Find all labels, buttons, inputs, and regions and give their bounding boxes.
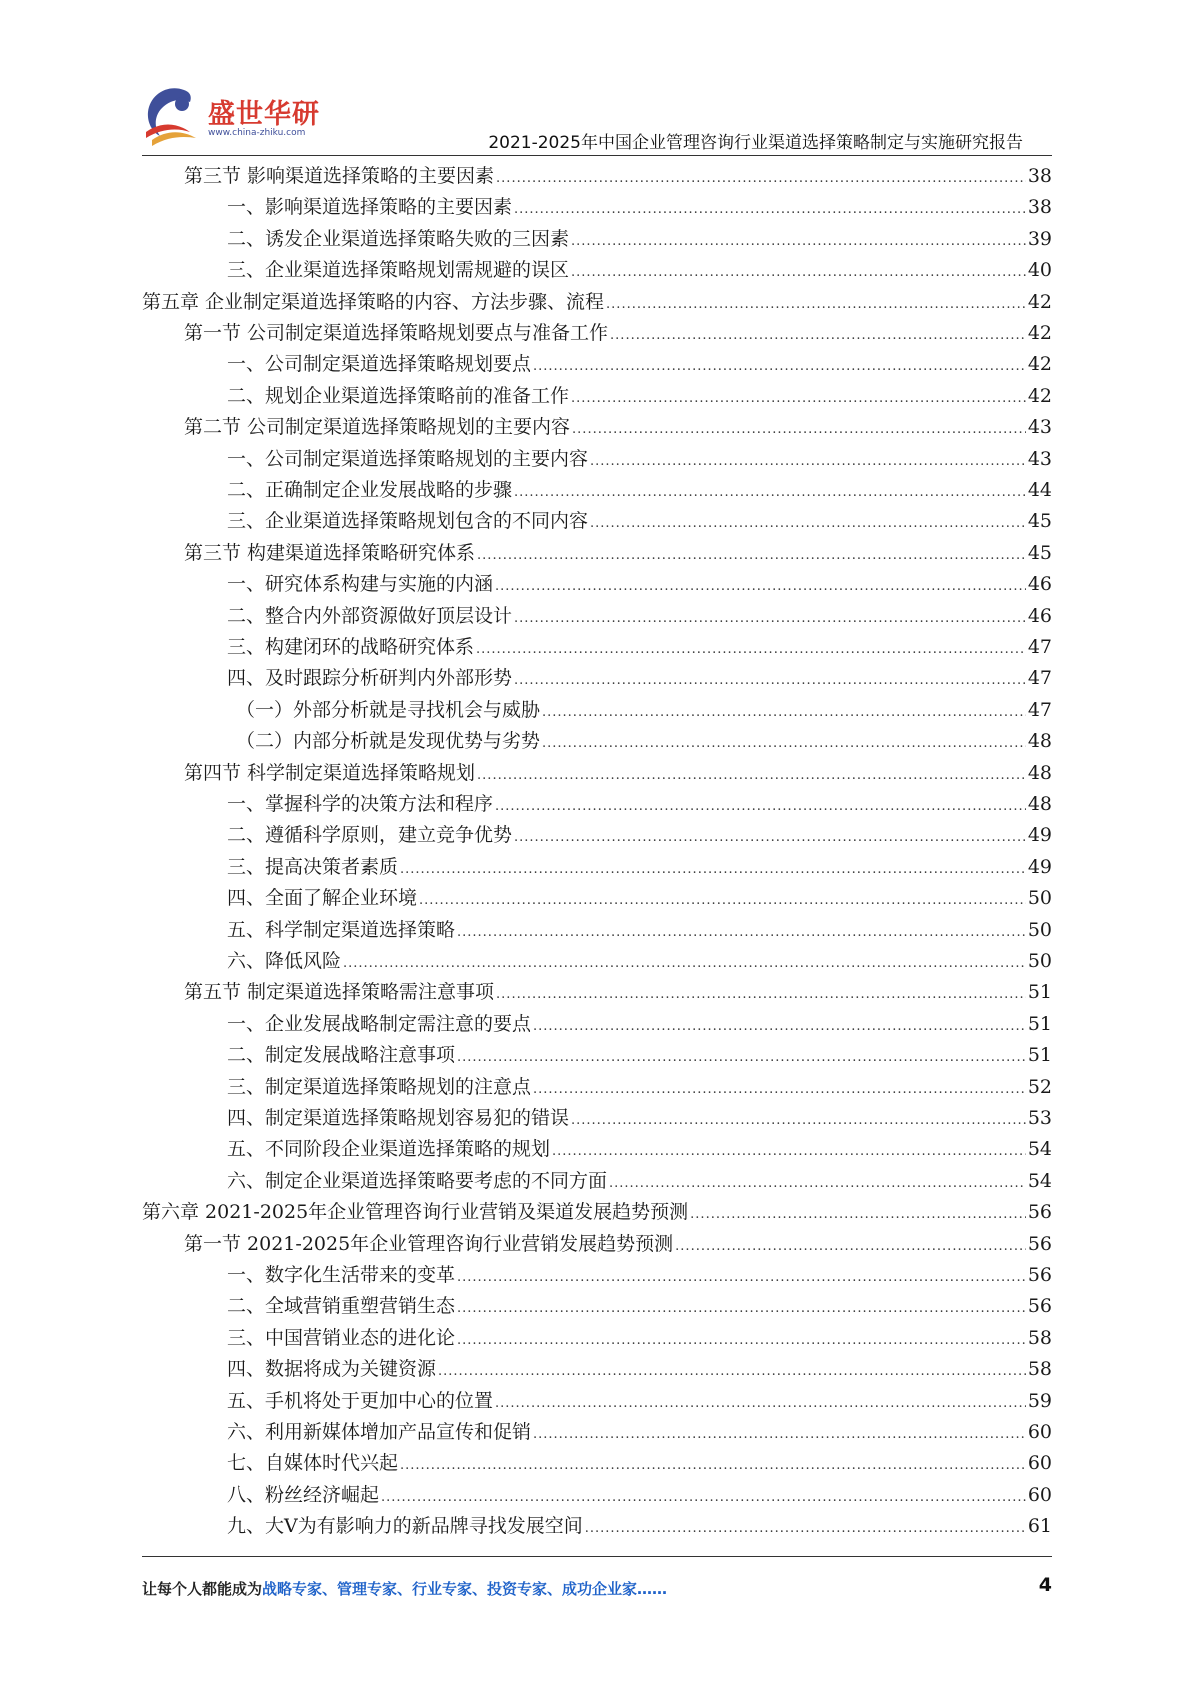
slogan-roles: 战略专家、管理专家、行业专家、投资专家、成功企业家…… [262, 1580, 668, 1598]
toc-entry-page: 60 [1027, 1483, 1052, 1506]
toc-entry-label: 第六章 2021-2025年企业管理咨询行业营销及渠道发展趋势预测 [142, 1201, 689, 1224]
page-number: 4 [1038, 1574, 1052, 1596]
toc-entry-label: 一、公司制定渠道选择策略规划要点 [227, 353, 532, 376]
toc-entry-label: 第二节 公司制定渠道选择策略规划的主要内容 [184, 416, 571, 439]
toc-entry-label: 第五节 制定渠道选择策略需注意事项 [184, 981, 495, 1004]
toc-leader-dots [419, 885, 1026, 916]
toc-entry-label: 第三节 影响渠道选择策略的主要因素 [184, 165, 495, 187]
toc-entry[interactable] [227, 1103, 1052, 1134]
toc-entry[interactable] [227, 1260, 1052, 1291]
toc-entry[interactable] [142, 1197, 1052, 1228]
toc-entry-label: 一、掌握科学的决策方法和程序 [227, 793, 494, 815]
toc-entry[interactable] [184, 412, 1052, 443]
slogan-lead: 让每个人都能成为 [142, 1580, 263, 1598]
toc-entry-page: 59 [1027, 1389, 1052, 1412]
toc-entry-label: 三、中国营销业态的进化论 [227, 1326, 456, 1349]
toc-entry-page: 53 [1027, 1107, 1052, 1129]
toc-leader-dots [514, 603, 1026, 634]
toc-leader-dots [571, 257, 1026, 288]
toc-entry-label: （一）外部分析就是寻找机会与威胁 [236, 698, 541, 721]
toc-entry-label: 三、提高决策者素质 [227, 855, 399, 878]
toc-entry-page: 43 [1027, 447, 1052, 470]
toc-leader-dots [496, 979, 1026, 1010]
toc-leader-dots [533, 1011, 1026, 1042]
toc-leader-dots [438, 1356, 1026, 1387]
toc-entry[interactable] [227, 1072, 1052, 1103]
toc-leader-dots [514, 477, 1026, 508]
toc-leader-dots [542, 728, 1026, 759]
toc-entry-page: 50 [1027, 950, 1052, 972]
logo-text: 盛世华研 [208, 99, 320, 130]
toc-leader-dots [542, 697, 1026, 728]
toc-entry-page: 48 [1027, 761, 1052, 784]
toc-leader-dots [457, 917, 1026, 948]
toc-entry-label: 一、研究体系构建与实施的内涵 [227, 573, 494, 596]
toc-entry[interactable] [227, 475, 1052, 506]
toc-entry-label: 四、及时跟踪分析研判内外部形势 [227, 667, 513, 690]
toc-leader-dots [571, 1105, 1026, 1136]
toc-entry[interactable] [184, 1229, 1052, 1260]
toc-entry-label: 二、整合内外部资源做好顶层设计 [227, 604, 513, 627]
toc-entry-page: 46 [1027, 604, 1052, 627]
toc-leader-dots [477, 540, 1026, 571]
toc-leader-dots [571, 226, 1026, 257]
toc-entry[interactable] [227, 1134, 1052, 1165]
toc-leader-dots [495, 1388, 1026, 1419]
toc-entry-page: 51 [1027, 981, 1052, 1004]
toc-entry[interactable] [184, 161, 1052, 192]
toc-entry-page: 56 [1027, 1295, 1052, 1318]
toc-entry-page: 51 [1027, 1012, 1052, 1035]
toc-entry[interactable] [184, 318, 1052, 349]
toc-entry-label: 七、自媒体时代兴起 [227, 1452, 399, 1475]
toc-leader-dots [514, 822, 1026, 853]
toc-entry-page: 48 [1027, 730, 1052, 753]
toc-entry-page: 49 [1027, 824, 1052, 847]
toc-entry[interactable] [227, 1386, 1052, 1417]
toc-entry-page: 38 [1027, 196, 1052, 219]
toc-leader-dots [495, 791, 1026, 822]
toc-entry-label: 六、降低风险 [227, 950, 342, 972]
footer-slogan [142, 1578, 667, 1599]
toc-leader-dots [533, 1074, 1026, 1105]
toc-entry-page: 56 [1027, 1232, 1052, 1255]
toc-entry-page: 47 [1027, 698, 1052, 721]
toc-entry-label: 五、不同阶段企业渠道选择策略的规划 [227, 1138, 551, 1161]
toc-entry[interactable] [236, 695, 1052, 726]
toc-entry-page: 44 [1027, 479, 1052, 501]
toc-leader-dots [590, 446, 1026, 477]
toc-leader-dots [496, 163, 1026, 194]
toc-entry[interactable] [227, 915, 1052, 946]
toc-leader-dots [400, 854, 1026, 885]
logo-url: www.china-zhiku.com [208, 128, 306, 138]
toc-entry[interactable] [184, 538, 1052, 569]
logo-emblem-icon [140, 82, 210, 148]
toc-entry-page: 39 [1027, 227, 1052, 250]
toc-entry-page: 45 [1027, 541, 1052, 564]
toc-entry[interactable] [227, 1040, 1052, 1071]
toc-entry-page: 42 [1027, 384, 1052, 407]
toc-entry[interactable] [227, 1354, 1052, 1385]
toc-entry-label: 二、正确制定企业发展战略的步骤 [227, 479, 513, 501]
toc-entry-label: 第五章 企业制定渠道选择策略的内容、方法步骤、流程 [142, 290, 605, 313]
toc-entry-label: 六、制定企业渠道选择策略要考虑的不同方面 [227, 1169, 608, 1192]
toc-entry[interactable] [227, 255, 1052, 286]
toc-entry[interactable] [227, 1480, 1052, 1511]
toc-entry[interactable] [227, 1291, 1052, 1322]
toc-entry-label: 第一节 2021-2025年企业管理咨询行业营销发展趋势预测 [184, 1232, 674, 1255]
toc-entry-page: 58 [1027, 1358, 1052, 1381]
toc-leader-dots [457, 1325, 1026, 1356]
toc-entry[interactable] [227, 349, 1052, 380]
toc-entry[interactable] [227, 601, 1052, 632]
toc-entry-page: 42 [1027, 322, 1052, 344]
toc-entry[interactable] [227, 1448, 1052, 1479]
toc-entry-label: 三、构建闭环的战略研究体系 [227, 636, 475, 658]
toc-leader-dots [457, 1042, 1026, 1073]
toc-entry-label: 四、制定渠道选择策略规划容易犯的错误 [227, 1107, 570, 1129]
toc-entry-label: 一、公司制定渠道选择策略规划的主要内容 [227, 447, 589, 470]
toc-entry-page: 58 [1027, 1326, 1052, 1349]
toc-entry[interactable] [227, 663, 1052, 694]
toc-entry-label: 八、粉丝经济崛起 [227, 1483, 380, 1506]
toc-entry-label: 四、全面了解企业环境 [227, 887, 418, 910]
toc-entry-page: 56 [1027, 1201, 1052, 1224]
toc-leader-dots [675, 1231, 1026, 1262]
toc-entry[interactable] [227, 820, 1052, 851]
toc-leader-dots [514, 665, 1026, 696]
toc-entry-page: 49 [1027, 855, 1052, 878]
toc-entry-page: 48 [1027, 793, 1052, 815]
toc-leader-dots [609, 1168, 1026, 1199]
toc-entry-label: 一、影响渠道选择策略的主要因素 [227, 196, 513, 219]
toc-entry-page: 61 [1027, 1515, 1052, 1538]
toc-entry-page: 43 [1027, 416, 1052, 439]
toc-entry[interactable] [227, 946, 1052, 977]
toc-entry[interactable] [227, 632, 1052, 663]
toc-entry-label: 五、手机将处于更加中心的位置 [227, 1389, 494, 1412]
toc-leader-dots [590, 508, 1026, 539]
toc-entry-label: 一、数字化生活带来的变革 [227, 1264, 456, 1286]
toc-entry-label: 二、遵循科学原则，建立竞争优势 [227, 824, 513, 847]
toc-leader-dots [343, 948, 1026, 979]
toc-entry[interactable] [236, 726, 1052, 757]
toc-entry-label: 二、诱发企业渠道选择策略失败的三因素 [227, 227, 570, 250]
toc-entry-label: 三、制定渠道选择策略规划的注意点 [227, 1075, 532, 1098]
toc-leader-dots [606, 289, 1026, 320]
document-title: 2021-2025年中国企业管理咨询行业渠道选择策略制定与实施研究报告 [488, 133, 1023, 153]
toc-entry-label: 四、数据将成为关键资源 [227, 1358, 437, 1381]
toc-entry[interactable] [142, 287, 1052, 318]
toc-entry-label: 二、全域营销重塑营销生态 [227, 1295, 456, 1318]
toc-entry-page: 42 [1027, 353, 1052, 376]
toc-leader-dots [533, 351, 1026, 382]
toc-entry-label: （二）内部分析就是发现优势与劣势 [236, 730, 541, 753]
toc-entry-page: 50 [1027, 918, 1052, 941]
toc-entry-label: 六、利用新媒体增加产品宣传和促销 [227, 1421, 532, 1443]
toc-entry[interactable] [227, 789, 1052, 820]
toc-entry[interactable] [227, 192, 1052, 223]
toc-entry-label: 第三节 构建渠道选择策略研究体系 [184, 541, 476, 564]
toc-entry-label: 三、企业渠道选择策略规划需规避的误区 [227, 259, 570, 282]
toc-leader-dots [572, 414, 1026, 445]
toc-leader-dots [690, 1199, 1026, 1230]
toc-leader-dots [457, 1293, 1026, 1324]
toc-entry-label: 二、规划企业渠道选择策略前的准备工作 [227, 384, 570, 407]
toc-entry[interactable] [227, 1323, 1052, 1354]
toc-entry-page: 47 [1027, 667, 1052, 690]
toc-entry-page: 45 [1027, 510, 1052, 533]
toc-entry-label: 九、大V为有影响力的新品牌寻找发展空间 [227, 1515, 583, 1538]
toc-entry-page: 60 [1027, 1421, 1052, 1443]
toc-entry[interactable] [227, 852, 1052, 883]
toc-entry-label: 一、企业发展战略制定需注意的要点 [227, 1012, 532, 1035]
toc-leader-dots [571, 383, 1026, 414]
toc-leader-dots [381, 1482, 1026, 1513]
toc-entry[interactable] [227, 1166, 1052, 1197]
toc-entry-page: 40 [1027, 259, 1052, 282]
toc-entry[interactable] [227, 1009, 1052, 1040]
toc-entry-label: 二、制定发展战略注意事项 [227, 1044, 456, 1067]
toc-entry[interactable] [227, 569, 1052, 600]
toc-leader-dots [514, 194, 1026, 225]
toc-entry-page: 56 [1027, 1264, 1052, 1286]
toc-entry-page: 54 [1027, 1169, 1052, 1192]
toc-leader-dots [585, 1513, 1026, 1544]
toc-entry-page: 52 [1027, 1075, 1052, 1098]
company-logo [140, 82, 320, 148]
toc-leader-dots [457, 1262, 1026, 1293]
toc-entry-page: 50 [1027, 887, 1052, 910]
toc-leader-dots [400, 1450, 1026, 1481]
toc-entry[interactable] [227, 444, 1052, 475]
toc-entry[interactable] [227, 381, 1052, 412]
toc-entry-page: 47 [1027, 636, 1052, 658]
toc-entry[interactable] [227, 224, 1052, 255]
toc-entry-page: 60 [1027, 1452, 1052, 1475]
toc-entry-label: 第一节 公司制定渠道选择策略规划要点与准备工作 [184, 322, 609, 344]
toc-entry[interactable] [227, 1417, 1052, 1448]
toc-leader-dots [495, 571, 1026, 602]
toc-leader-dots [552, 1136, 1026, 1167]
toc-entry[interactable] [227, 506, 1052, 537]
footer-divider [142, 1556, 1052, 1557]
toc-entry-page: 38 [1027, 165, 1052, 187]
header-divider [142, 155, 1052, 156]
toc-leader-dots [476, 634, 1026, 665]
toc-entry-page: 51 [1027, 1044, 1052, 1067]
toc-entry[interactable] [227, 1511, 1052, 1542]
toc-entry-label: 第四节 科学制定渠道选择策略规划 [184, 761, 476, 784]
toc-leader-dots [610, 320, 1026, 351]
toc-entry[interactable] [184, 977, 1052, 1008]
toc-leader-dots [477, 760, 1026, 791]
toc-entry-page: 42 [1027, 290, 1052, 313]
toc-entry[interactable] [227, 883, 1052, 914]
toc-entry-label: 五、科学制定渠道选择策略 [227, 918, 456, 941]
toc-leader-dots [533, 1419, 1026, 1450]
toc-entry[interactable] [184, 758, 1052, 789]
toc-entry-page: 54 [1027, 1138, 1052, 1161]
toc-entry-label: 三、企业渠道选择策略规划包含的不同内容 [227, 510, 589, 533]
toc-entry-page: 46 [1027, 573, 1052, 596]
